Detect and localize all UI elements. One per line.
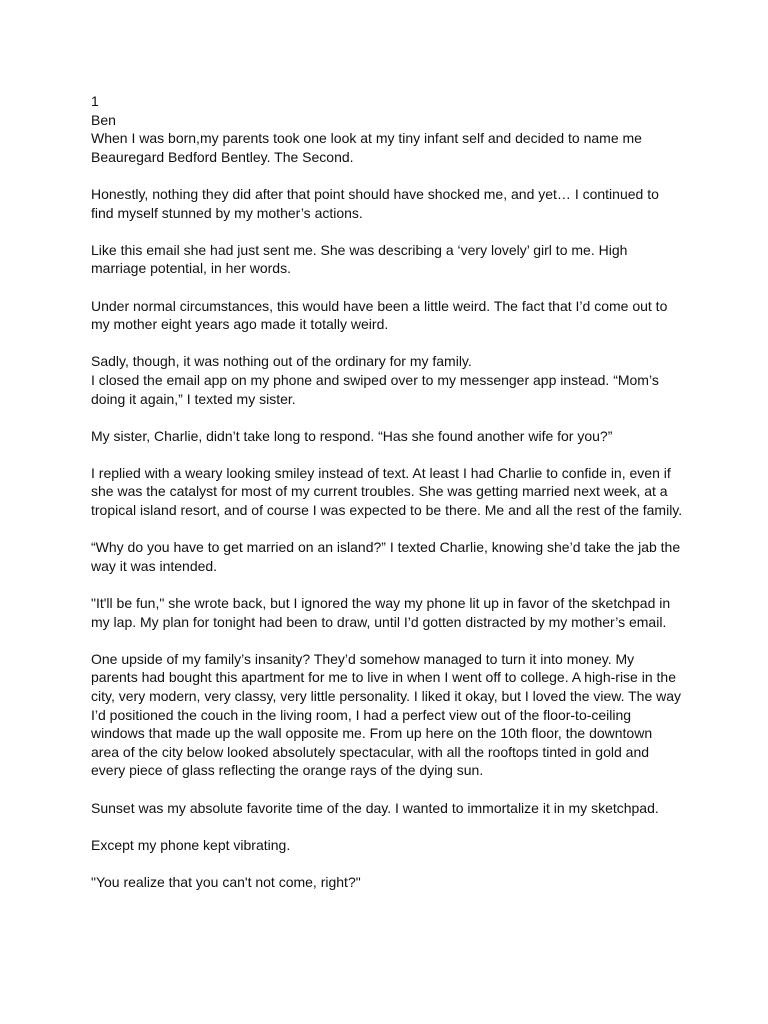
- paragraph-5: Sadly, though, it was nothing out of the ordinary for my family.: [91, 353, 472, 370]
- chapter-number: 1: [91, 93, 99, 109]
- document-page: [91, 92, 683, 892]
- paragraph-8: I replied with a weary looking smiley instead of text. At least I had Charlie to confide in, even if she was the catalyst for most of my current troubles. She was getting married next week, at a tropical island resort, and of course I was expected to be there. Me and all the rest of the family.: [91, 464, 683, 519]
- chapter-title: Ben: [91, 111, 116, 128]
- paragraph-7: My sister, Charlie, didn’t take long to respond. “Has she found another wife for you?”: [91, 427, 613, 444]
- paragraph-6: I closed the email app on my phone and swiped over to my messenger app instead. “Mom’s doing it again,” I texted my sister.: [91, 371, 659, 407]
- paragraph-14: "You realize that you can't not come, right?": [91, 873, 361, 890]
- paragraph-3: Like this email she had just sent me. She was describing a ‘very lovely’ girl to me. High marriage potential, in her words.: [91, 241, 628, 277]
- paragraph-2: Honestly, nothing they did after that point should have shocked me, and yet… I continued to find myself stunned by my mother’s actions.: [91, 185, 659, 221]
- paragraph-4: Under normal circumstances, this would have been a little weird. The fact that I’d come out to my mother eight years ago made it totally weird.: [91, 297, 668, 333]
- paragraph-11: One upside of my family’s insanity? They’d somehow managed to turn it into money. My parents had bought this apartment for me to live in when I went off to college. A high-rise in the city, very modern, very classy, very little personality. I liked it okay, but I loved the view. The way I’d positioned the couch in the living room, I had a perfect view out of the floor-to-ceiling windows that made up the wall opposite me. From up here on the 10th floor, the downtown area of the city below looked absolutely spectacular, with all the rooftops tinted in gold and every piece of glass reflecting the orange rays of the dying sun.: [91, 650, 682, 779]
- paragraph-10: "It'll be fun," she wrote back, but I ignored the way my phone lit up in favor of the sketchpad in my lap. My plan for tonight had been to draw, until I’d gotten distracted by my mother’s email.: [91, 595, 671, 630]
- paragraph-12: Sunset was my absolute favorite time of the day. I wanted to immortalize it in my sketchpad.: [91, 799, 659, 816]
- paragraph-1: When I was born,my parents took one look at my tiny infant self and decided to name me Beauregard Bedford Bentley. The Second.: [91, 130, 642, 165]
- paragraph-13: Except my phone kept vibrating.: [91, 836, 291, 853]
- paragraph-9: “Why do you have to get married on an island?” I texted Charlie, knowing she’d take the jab the way it was intended.: [91, 539, 681, 574]
